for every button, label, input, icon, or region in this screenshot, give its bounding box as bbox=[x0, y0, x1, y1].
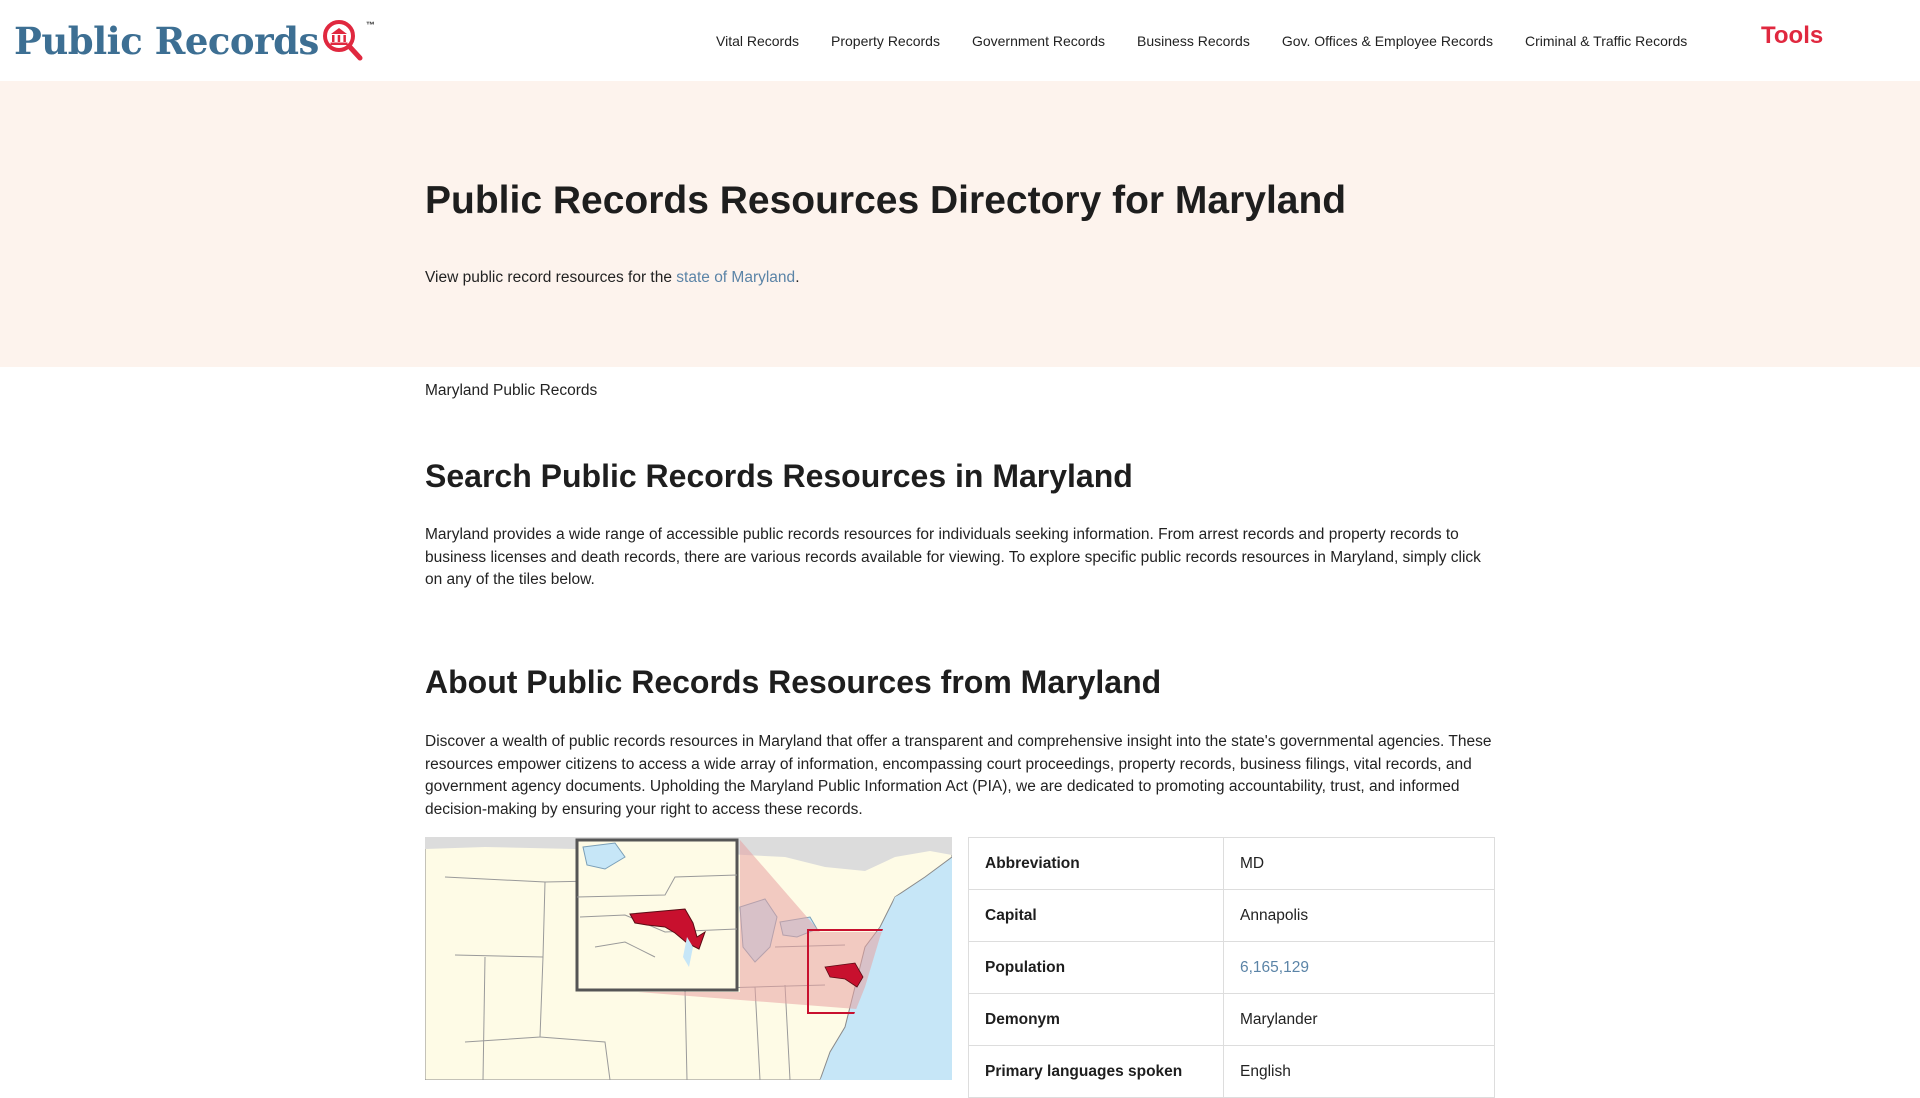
maryland-locator-map bbox=[425, 837, 952, 1080]
nav-vital-records[interactable]: Vital Records bbox=[716, 32, 800, 49]
hero-subtitle bbox=[425, 269, 800, 287]
site-header bbox=[0, 0, 1920, 81]
nav-criminal-traffic-records[interactable]: Criminal & Traffic Records bbox=[1524, 32, 1688, 49]
population-link[interactable]: 6,165,129 bbox=[1240, 958, 1309, 976]
fact-value bbox=[1224, 942, 1495, 994]
search-section-body: Maryland provides a wide range of accessible public records resources for individuals seeking information. From arrest records and property records to business licenses and death records, there are various records available for viewing. To explore specific public records resources in Maryland, simply click on any of the tiles below. bbox=[425, 526, 1481, 588]
fact-value: Annapolis bbox=[1224, 890, 1495, 942]
state-facts-table bbox=[968, 837, 1495, 1098]
table-row bbox=[969, 890, 1495, 942]
state-of-maryland-link[interactable]: state of Maryland bbox=[676, 269, 796, 286]
nav-tools[interactable]: Tools bbox=[1761, 22, 1824, 49]
table-row bbox=[969, 994, 1495, 1046]
main-nav bbox=[700, 0, 1703, 81]
fact-value: Marylander bbox=[1224, 994, 1495, 1046]
search-section-heading: Search Public Records Resources in Maryland bbox=[425, 458, 1133, 494]
fact-value: English bbox=[1224, 1046, 1495, 1098]
trademark-mark: ™ bbox=[365, 20, 375, 30]
hero-banner bbox=[0, 81, 1920, 367]
hero-subtitle-suffix: . bbox=[795, 269, 800, 286]
fact-value: MD bbox=[1224, 838, 1495, 890]
us-map-image bbox=[425, 837, 952, 1080]
table-row bbox=[969, 838, 1495, 890]
nav-business-records[interactable]: Business Records bbox=[1137, 32, 1250, 49]
fact-label: Capital bbox=[969, 890, 1224, 942]
page-title: Public Records Resources Directory for Maryland bbox=[425, 179, 1347, 222]
logo-text: Public Records bbox=[14, 19, 319, 63]
site-logo[interactable] bbox=[14, 14, 375, 68]
breadcrumb[interactable]: Maryland Public Records bbox=[425, 382, 598, 399]
nav-property-records[interactable]: Property Records bbox=[831, 32, 940, 49]
fact-label: Primary languages spoken bbox=[969, 1046, 1224, 1098]
nav-gov-offices-employee-records[interactable]: Gov. Offices & Employee Records bbox=[1281, 32, 1493, 49]
courthouse-magnifier-icon bbox=[321, 18, 375, 62]
fact-label: Demonym bbox=[969, 994, 1224, 1046]
table-row bbox=[969, 1046, 1495, 1098]
hero-subtitle-prefix: View public record resources for the bbox=[425, 269, 677, 286]
fact-label: Abbreviation bbox=[969, 838, 1224, 890]
about-section-heading: About Public Records Resources from Maryland bbox=[425, 664, 1162, 700]
about-section-body: Discover a wealth of public records resources in Maryland that offer a transparent and comprehensive insight into the state's governmental agencies. These resources empower citizens to access a wide array of information, encompassing court proceedings, property records, business filings, vital records, and government agency documents. Upholding the Maryland Public Information Act (PIA), we are dedicated to promoting accountability, trust, and informed decision-making by ensuring your right to access these records. bbox=[425, 733, 1492, 818]
fact-label: Population bbox=[969, 942, 1224, 994]
nav-government-records[interactable]: Government Records bbox=[971, 32, 1106, 49]
table-row bbox=[969, 942, 1495, 994]
